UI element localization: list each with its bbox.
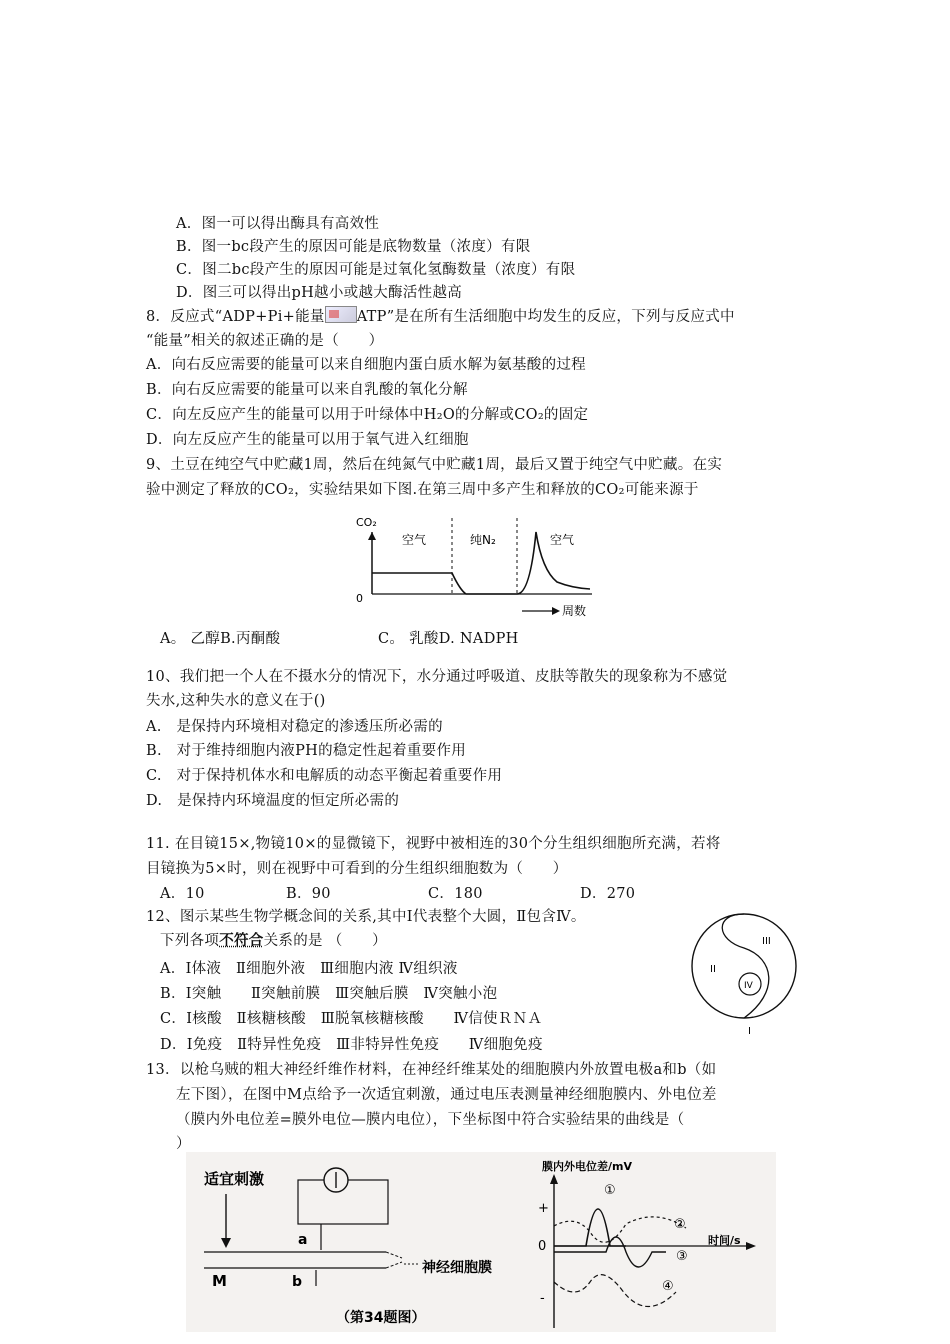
q12-stem-emphasis: 不符合 — [219, 932, 264, 949]
q13-membrane-end — [386, 1252, 402, 1268]
q13-label-a: a — [298, 1232, 308, 1248]
q12-stem-line2 — [160, 930, 387, 952]
q8-option-b: B．向右反应需要的能量可以来自乳酸的氧化分解 — [146, 382, 468, 398]
q9-stem-line2: 验中测定了释放的CO₂，实验结果如下图.在第三周中多产生和释放的CO₂可能来源于 — [146, 482, 699, 498]
q13-stem-line2: 左下图），在图中M点给予一次适宜刺激，通过电压表测量神经细胞膜内、外电位差 — [176, 1087, 717, 1103]
q13-nerve-figure — [186, 1152, 776, 1332]
q10-option-a: A. 是保持内环境相对稳定的渗透压所必需的 — [146, 719, 443, 735]
q10-stem-line2: 失水,这种失水的意义在于() — [146, 693, 326, 709]
q7-option-a: A．图一可以得出酶具有高效性 — [176, 216, 380, 232]
q13-graph-yaxis-arrow — [550, 1174, 558, 1184]
q9-options-ab: A。 乙醇B.丙酮酸 — [160, 631, 281, 647]
q9-chart-segment-air2: 空气 — [550, 533, 575, 547]
q11-option-a: A．10 — [160, 886, 205, 902]
q13-stim-arrowhead — [221, 1238, 231, 1248]
q10-option-c: C. 对于保持机体水和电解质的动态平衡起着重要作用 — [146, 768, 503, 784]
q7-option-b: B．图一bc段产生的原因可能是底物数量（浓度）有限 — [176, 239, 531, 255]
q13-curve-4 — [554, 1275, 676, 1307]
q9-chart-segment-n2: 纯N₂ — [470, 533, 496, 547]
q13-curve-1 — [554, 1209, 626, 1246]
q11-option-c: C．180 — [428, 886, 483, 902]
q13-stem-line1: 13．以枪乌贼的粗大神经纤维作材料，在神经纤维某处的细胞膜内外放置电极a和b（如 — [146, 1062, 717, 1078]
q8-stem-part2: ATP”是在所有生活细胞中均发生的反应，下列与反应式中 — [356, 309, 735, 325]
q13-graph-minus: - — [540, 1291, 545, 1306]
q13-curve-label-2: ② — [674, 1217, 686, 1232]
q13-stem-line3: （膜内外电位差=膜外电位—膜内电位），下坐标图中符合实验结果的曲线是（ — [176, 1112, 685, 1128]
q13-graph-xlabel: 时间/s — [708, 1234, 741, 1247]
q9-chart-xarrow-head — [552, 607, 560, 615]
q10-option-d: D. 是保持内环境温度的恒定所必需的 — [146, 793, 400, 809]
q13-stem-line4: ） — [176, 1136, 191, 1152]
q11-stem-line2: 目镜换为5×时，则在视野中可看到的分生组织细胞数为（ ） — [146, 861, 568, 877]
q13-graph-xaxis-arrow — [746, 1242, 756, 1250]
q12-concept-diagram — [686, 906, 810, 1036]
q13-graph-zero: 0 — [538, 1239, 547, 1254]
q11-option-d: D．270 — [580, 886, 636, 902]
q7-option-c: C．图二bc段产生的原因可能是过氧化氢酶数量（浓度）有限 — [176, 262, 576, 278]
q12-label-IV: IV — [744, 981, 753, 991]
q9-chart-xlabel: 周数 — [562, 604, 587, 618]
q8-option-a: A．向右反应需要的能量可以来自细胞内蛋白质水解为氨基酸的过程 — [146, 357, 586, 373]
q13-caption: （第34题图） — [336, 1310, 426, 1326]
q8-option-d: D．向左反应产生的能量可以用于氧气进入红细胞 — [146, 432, 469, 448]
q9-chart-zero: 0 — [356, 592, 363, 605]
q9-chart-segment-air1: 空气 — [402, 533, 427, 547]
q12-option-d: D．Ⅰ免疫 Ⅱ特异性免疫 Ⅲ非特异性免疫 Ⅳ细胞免疫 — [160, 1037, 543, 1053]
q12-stem-part2: 关系的是 （ ） — [263, 933, 387, 949]
q12-circle-I — [692, 914, 796, 1018]
q13-stim-label: 适宜刺激 — [204, 1170, 265, 1188]
q9-chart-ylabel: CO₂ — [356, 516, 377, 529]
q12-stem-part1: 下列各项 — [160, 933, 220, 949]
q13-curve-label-3: ③ — [676, 1249, 688, 1264]
q9-co2-chart — [352, 510, 602, 620]
q12-label-I: I — [748, 1026, 751, 1036]
q13-curve-3 — [554, 1237, 666, 1267]
q10-option-b: B. 对于维持细胞内液PH的稳定性起着重要作用 — [146, 743, 467, 759]
q12-option-b: B．Ⅰ突触 Ⅱ突触前膜 Ⅲ突触后膜 Ⅳ突触小泡 — [160, 986, 498, 1002]
q12-stem-line1: 12、图示某些生物学概念间的关系,其中Ⅰ代表整个大圆，Ⅱ包含Ⅳ。 — [146, 909, 586, 925]
q12-label-III: III — [762, 936, 771, 947]
q13-label-b: b — [292, 1274, 303, 1290]
q13-curve-label-1: ① — [604, 1183, 616, 1198]
q13-membrane-label: 神经细胞膜 — [422, 1260, 492, 1276]
q8-option-c: C．向左反应产生的能量可以用于叶绿体中H₂O的分解或CO₂的固定 — [146, 407, 589, 423]
q13-graph-plus: + — [538, 1201, 549, 1216]
q8-stem-line2: “能量”相关的叙述正确的是（ ） — [146, 333, 384, 349]
q10-stem-line1: 10、我们把一个人在不摄水分的情况下，水分通过呼吸道、皮肤等散失的现象称为不感觉 — [146, 669, 728, 685]
q8-stem-part1: 8．反应式“ADP+Pi+能量 — [146, 309, 325, 325]
q8-stem-line1 — [146, 306, 735, 328]
q9-stem-line1: 9、土豆在纯空气中贮藏1周，然后在纯氮气中贮藏1周，最后又置于纯空气中贮藏。在实 — [146, 457, 723, 473]
q12-label-II: II — [710, 964, 716, 975]
q9-chart-yaxis-arrow — [368, 532, 376, 540]
q12-option-a: A．Ⅰ体液 Ⅱ细胞外液 Ⅲ细胞内液 Ⅳ组织液 — [160, 961, 458, 977]
q13-graph-ylabel: 膜内外电位差/mV — [542, 1160, 632, 1173]
reversible-arrow-icon — [325, 306, 357, 323]
q13-label-M: M — [212, 1272, 227, 1290]
q13-curve-label-4: ④ — [662, 1279, 674, 1294]
q7-option-d: D．图三可以得出pH越小或越大酶活性越高 — [176, 285, 463, 301]
q11-option-b: B．90 — [286, 886, 331, 902]
q9-options-cd: C。 乳酸D. NADPH — [378, 631, 519, 647]
q11-stem-line1: 11. 在目镜15×,物镜10×的显微镜下，视野中被相连的30个分生组织细胞所充满，若将 — [146, 836, 721, 852]
q12-option-c: C．Ⅰ核酸 Ⅱ核糖核酸 Ⅲ脱氧核糖核酸 Ⅳ信使ＲＮＡ — [160, 1011, 543, 1027]
q12-divider-curve — [722, 914, 769, 1018]
